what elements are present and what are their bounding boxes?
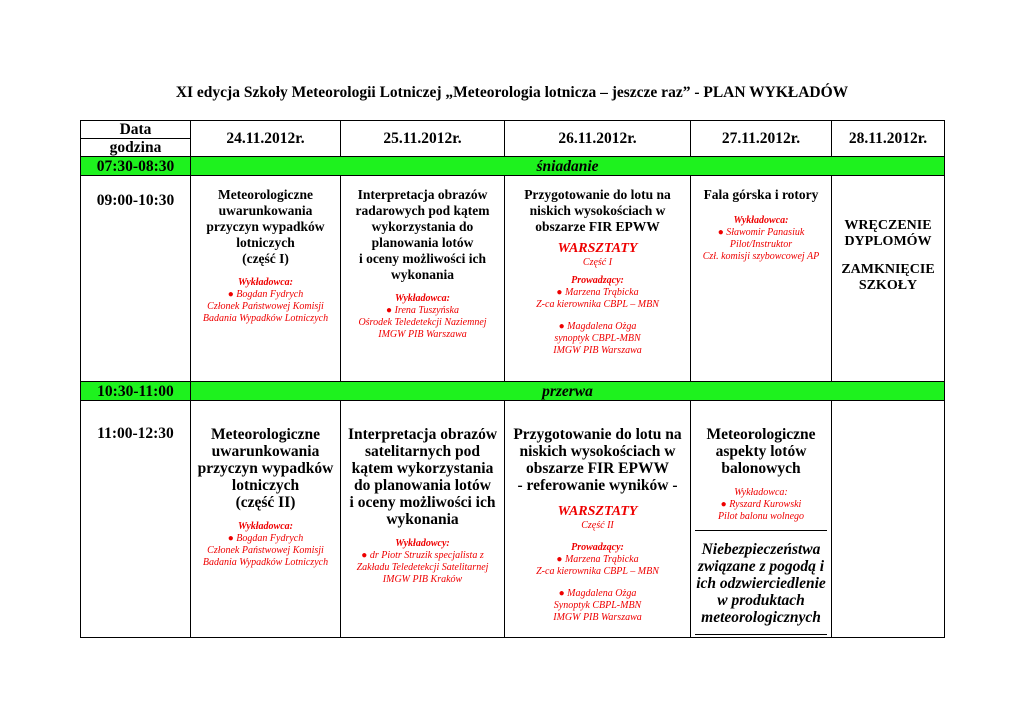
break-row xyxy=(81,382,945,401)
date-header-5: 28.11.2012r. xyxy=(832,121,945,157)
session-2-day-3 xyxy=(505,401,691,638)
data-godzina-cell xyxy=(81,121,191,157)
lecture-title: Meteorologiczne uwarunkowania przyczyn wypadków lotniczych (część II) xyxy=(197,426,334,511)
lecturer-info: Wykładowca: ● Sławomir Panasiuk Pilot/Instruktor Czł. komisji szybowcowej AP xyxy=(702,215,820,262)
session-row-1 xyxy=(81,176,945,382)
divider xyxy=(695,530,827,531)
date-header-3: 26.11.2012r. xyxy=(505,121,691,157)
session-2-time: 11:00-12:30 xyxy=(81,401,191,638)
lecturer-info: Wykładowca: ● Bogdan Fydrych Członek Państwowej Komisji Badania Wypadków Lotniczych xyxy=(202,521,329,568)
lecture-title-2: Niebezpieczeństwa związane z pogodą i ich odzwierciedlenie w produktach meteorologicznych xyxy=(696,541,826,626)
session-1-day-5 xyxy=(832,176,945,382)
session-2-day-2 xyxy=(341,401,505,638)
lecture-title: Interpretacja obrazów radarowych pod kątem wykorzystania do planowania lotów i oceny możliwości ich wykonania xyxy=(355,187,490,282)
date-header-row xyxy=(81,121,945,157)
date-header-1: 24.11.2012r. xyxy=(191,121,341,157)
session-1-time: 09:00-10:30 xyxy=(81,176,191,382)
lecturer-info: Wykładowca: ● Irena Tuszyńska Ośrodek Teledetekcji Naziemnej IMGW PIB Warszawa xyxy=(358,293,487,340)
break-time: 10:30-11:00 xyxy=(81,382,191,401)
session-2-day-4 xyxy=(691,401,832,638)
session-2-day-1 xyxy=(191,401,341,638)
breakfast-label: śniadanie xyxy=(191,157,945,176)
session-1-day-1 xyxy=(191,176,341,382)
lecture-title: Przygotowanie do lotu na niskich wysokościach w obszarze FIR EPWW - referowanie wyników - xyxy=(513,426,682,494)
lecturer-info: Wykładowcy: ● dr Piotr Struzik specjalista z Zakładu Teledetekcji Satelitarnej IMGW PIB Kraków xyxy=(356,538,489,585)
lecturer-info: Wykładowca: ● Bogdan Fydrych Członek Państwowej Komisji Badania Wypadków Lotniczych xyxy=(202,277,329,324)
breakfast-row xyxy=(81,157,945,176)
session-1-day-2 xyxy=(341,176,505,382)
lecture-title: Meteorologiczne uwarunkowania przyczyn wypadków lotniczych (część I) xyxy=(206,187,325,266)
session-row-2 xyxy=(81,401,945,638)
breakfast-time: 07:30-08:30 xyxy=(81,157,191,176)
lecture-title: Interpretacja obrazów satelitarnych pod kątem wykorzystania do planowania lotów i oceny możliwości ich wykonania xyxy=(347,426,498,528)
data-label: Data xyxy=(119,121,152,138)
closing-ceremony: WRĘCZENIE DYPLOMÓW ZAMKNIĘCIE SZKOŁY xyxy=(841,218,935,293)
lecture-title: Przygotowanie do lotu na niskich wysokościach w obszarze FIR EPWW xyxy=(524,187,671,234)
lecture-title: Meteorologiczne aspekty lotów balonowych xyxy=(706,426,816,477)
workshop-label: WARSZTATY xyxy=(557,504,638,519)
lecturer-info: Prowadzący: ● Marzena Trąbicka Z-ca kierownika CBPL – MBN ● Magdalena Ożga Synoptyk CBPL-MBN IMGW PIB Warszawa xyxy=(536,542,659,623)
break-label: przerwa xyxy=(191,382,945,401)
workshop-part: Część II xyxy=(581,520,614,531)
lecturer-info: Wykładowca: ● Ryszard Kurowski Pilot balonu wolnego xyxy=(717,487,805,522)
date-header-2: 25.11.2012r. xyxy=(341,121,505,157)
workshop-label: WARSZTATY xyxy=(557,241,638,256)
godzina-label: godzina xyxy=(109,139,162,156)
lecture-title: Fala górska i rotory xyxy=(703,187,819,202)
session-2-day-5 xyxy=(832,401,945,638)
schedule-table xyxy=(80,120,945,638)
workshop-part: Część I xyxy=(582,257,613,268)
lecturer-info: Prowadzący: ● Marzena Trąbicka Z-ca kierownika CBPL – MBN ● Magdalena Ożga synoptyk CBPL-MBN IMGW PIB Warszawa xyxy=(536,275,659,356)
divider xyxy=(695,634,827,635)
session-1-day-3 xyxy=(505,176,691,382)
date-header-4: 27.11.2012r. xyxy=(691,121,832,157)
session-1-day-4 xyxy=(691,176,832,382)
page-title: XI edycja Szkoły Meteorologii Lotniczej „Meteorologia lotnicza – jeszcze raz” - PLAN WYKŁADÓW xyxy=(175,84,849,101)
